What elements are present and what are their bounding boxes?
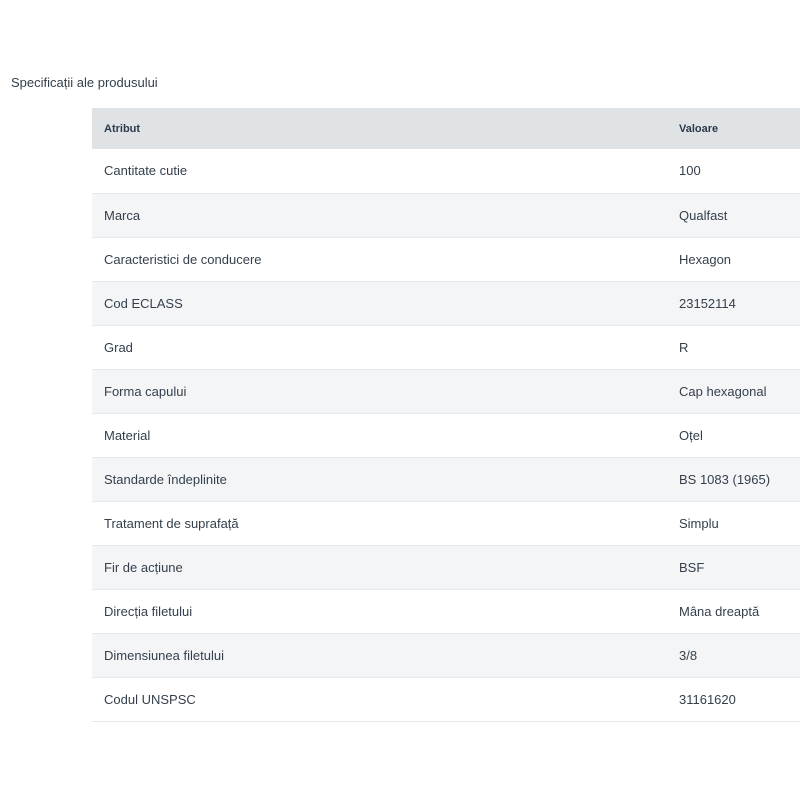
table-row [92, 369, 800, 413]
row-attribute: Cantitate cutie [104, 163, 188, 179]
row-value: R [679, 339, 689, 355]
row-value: 100 [679, 163, 701, 179]
row-value: Simplu [679, 515, 719, 531]
row-attribute: Fir de acțiune [104, 559, 183, 575]
table-row [92, 149, 800, 193]
table-row [92, 237, 800, 281]
table-row [92, 501, 800, 545]
row-value: Oțel [679, 427, 703, 443]
row-value: BSF [679, 559, 705, 575]
row-attribute: Forma capului [104, 383, 187, 399]
table-row [92, 677, 800, 721]
row-value: 31161620 [679, 691, 736, 707]
table-row [92, 325, 800, 369]
row-attribute: Marca [104, 207, 141, 223]
row-value: Hexagon [679, 251, 732, 267]
row-attribute: Dimensiunea filetului [104, 647, 224, 663]
table-row [92, 193, 800, 237]
row-value: 23152114 [679, 295, 736, 311]
table-header [92, 108, 800, 149]
table-body [92, 149, 800, 721]
header-attribute: Atribut [104, 122, 141, 135]
row-attribute: Tratament de suprafață [104, 515, 239, 531]
row-attribute: Standarde îndeplinite [104, 471, 227, 487]
row-value: Mâna dreaptă [679, 603, 760, 619]
table-row [92, 281, 800, 325]
table-row [92, 589, 800, 633]
header-value: Valoare [679, 122, 719, 135]
specifications-table [92, 108, 800, 722]
table-row [92, 457, 800, 501]
row-attribute: Caracteristici de conducere [104, 251, 262, 267]
header-row [92, 108, 800, 149]
row-value: BS 1083 (1965) [679, 471, 771, 487]
row-attribute: Codul UNSPSC [104, 691, 196, 707]
row-value: Qualfast [679, 207, 728, 223]
row-value: Cap hexagonal [679, 383, 767, 399]
row-attribute: Grad [104, 339, 133, 355]
table-row [92, 545, 800, 589]
table-row [92, 413, 800, 457]
section-title: Specificații ale produsului [11, 75, 158, 90]
row-attribute: Material [104, 427, 151, 443]
row-attribute: Direcția filetului [104, 603, 193, 619]
row-value: 3/8 [679, 647, 698, 663]
table-row [92, 633, 800, 677]
row-attribute: Cod ECLASS [104, 295, 183, 311]
